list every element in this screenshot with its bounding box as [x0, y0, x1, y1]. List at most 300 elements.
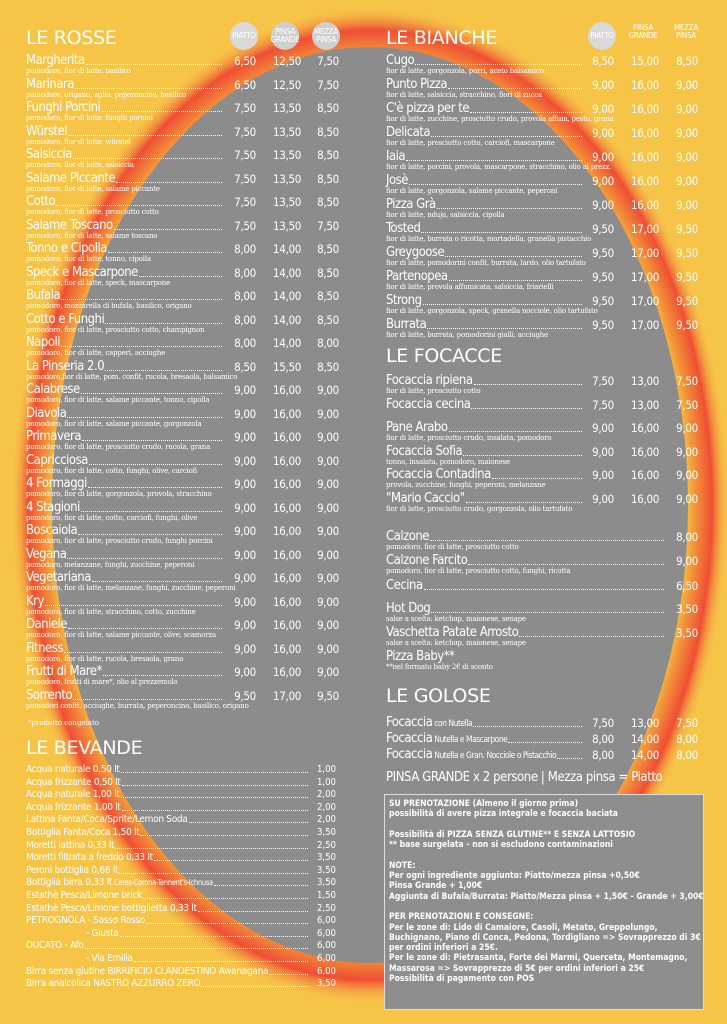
leader-dots	[427, 328, 582, 329]
price-single: 3,50	[676, 602, 698, 616]
price-grande: 16,00	[272, 500, 302, 515]
menu-item	[26, 289, 346, 313]
price-piatto: 8,00	[234, 265, 256, 280]
price-grande: 16,00	[630, 150, 660, 164]
item-name: Margherita	[26, 53, 85, 68]
rosse-section	[26, 24, 346, 724]
price-piatto: 9,00	[234, 500, 256, 515]
price-piatto: 9,00	[592, 78, 614, 92]
item-description: fior di latte, salsiccia, stracchino, fiori di zucca	[386, 91, 543, 99]
item-name: Sorrento	[26, 687, 73, 703]
price-mezza: 9,00	[317, 641, 339, 656]
item-description: pomodoro, fior di latte, stracchino, cotto, zucchine	[26, 607, 196, 616]
item-description: salse a scelta: ketchup, maionese, senape	[386, 639, 526, 647]
info-box	[384, 794, 704, 1010]
item-name: Pizza Baby**	[386, 649, 455, 664]
menu-item	[26, 172, 346, 196]
item-description: fior di latte, pomodorini confit, burrata, lardo, olio tartufato	[386, 259, 586, 267]
leader-dots	[431, 136, 582, 137]
leader-dots	[449, 431, 582, 432]
price-grande: 16,00	[272, 547, 302, 562]
price-grande: 13,50	[272, 218, 302, 233]
leader-dots	[85, 948, 308, 949]
leader-dots	[81, 393, 222, 394]
item-name: Marinara	[26, 76, 74, 92]
menu-item	[26, 689, 346, 713]
price-piatto: 9,00	[234, 383, 256, 397]
menu-item	[386, 318, 704, 342]
price-piatto: 9,00	[234, 406, 256, 421]
leader-dots	[103, 675, 222, 676]
leader-dots	[121, 772, 308, 773]
beverage-name: Acqua naturale 1,00 lt	[26, 789, 120, 801]
beverage-price: 2,50	[316, 902, 336, 914]
menu-item	[386, 102, 704, 126]
beverage-name: Birra senza glutine BIRRIFICIO CLANDESTINO Awanagana	[26, 965, 269, 977]
price-piatto: 6,50	[234, 54, 256, 68]
info-line: SU PRENOTAZIONE (Almeno il giorno prima)	[389, 799, 579, 809]
menu-item	[26, 360, 346, 384]
item-name: Greygoose	[386, 245, 445, 260]
item-description: pomodoro, fior di latte, salame piccante	[26, 184, 160, 193]
price-mezza: 8,50	[317, 124, 339, 139]
price-mezza: 9,00	[317, 383, 339, 397]
beverage-price: 1,00	[316, 776, 336, 788]
price-piatto: 9,00	[234, 594, 256, 609]
leader-dots	[122, 810, 308, 811]
price-piatto: 9,00	[592, 150, 614, 164]
leader-dots	[64, 652, 222, 653]
price-piatto: 9,00	[592, 421, 614, 435]
price-mezza: 7,50	[676, 397, 698, 412]
price-piatto: 8,00	[592, 748, 614, 762]
item-name: Calzone	[386, 529, 429, 544]
price-piatto: 9,00	[592, 468, 614, 482]
menu-item	[26, 195, 346, 219]
beverage-item	[26, 789, 336, 801]
beverage-item	[26, 915, 336, 927]
price-grande: 16,00	[272, 594, 302, 609]
rosse-title: LE ROSSE	[26, 27, 117, 49]
price-grande: 16,00	[630, 421, 660, 435]
price-piatto: 6,50	[234, 77, 256, 92]
menu-item	[26, 78, 346, 102]
leader-dots	[139, 276, 222, 277]
price-grande: 14,00	[630, 732, 660, 746]
menu-item	[386, 421, 704, 445]
menu-item	[386, 198, 704, 222]
price-piatto: 9,00	[592, 444, 614, 459]
price-piatto: 9,50	[592, 246, 614, 260]
price-piatto: 8,50	[592, 54, 614, 68]
price-grande: 16,00	[272, 477, 302, 491]
price-piatto: 7,50	[234, 124, 256, 139]
leader-dots	[445, 256, 582, 257]
price-grande: 16,00	[630, 198, 660, 212]
item-name: Napoli	[26, 335, 60, 350]
info-line: Per le zone di: Lido di Camaiore, Casoli, Metato, Greppolungo,	[389, 922, 658, 933]
beverage-item	[26, 903, 336, 915]
menu-item	[26, 548, 346, 572]
item-name: Capricciosa	[26, 452, 88, 468]
item-description: **nel formato baby 2€ di sconto	[386, 663, 493, 671]
item-name: Iaia	[386, 149, 406, 164]
item-description: pomodoro, fior di latte, cotto, carciofi, funghi, olive	[26, 513, 198, 522]
price-grande: 16,00	[630, 491, 660, 506]
item-name: Fitness	[26, 640, 63, 656]
menu-item-single	[386, 650, 704, 674]
price-grande: 13,00	[630, 397, 660, 412]
price-mezza: 9,00	[317, 500, 339, 515]
item-description: provola, zucchine, funghi, peperoni, melanzane	[386, 481, 546, 489]
menu-item	[386, 78, 704, 102]
item-description: pomodoro,fior di latte, pom. confit, rucola, bresaola, balsamico	[26, 372, 238, 381]
item-description: fior di latte, porcini, provola, mascarpone, stracchino, olio al prezz.	[386, 163, 612, 171]
beverage-item	[26, 840, 336, 852]
menu-item	[26, 477, 346, 501]
menu-item	[26, 148, 346, 172]
price-piatto: 7,50	[234, 148, 256, 162]
price-mezza: 9,00	[676, 102, 698, 116]
info-line: Possibilità di pagamento con POS	[389, 974, 535, 985]
leader-dots	[557, 758, 582, 759]
price-mezza: 9,00	[676, 78, 698, 92]
leader-dots	[67, 417, 222, 418]
price-grande: 13,50	[272, 124, 302, 139]
price-piatto: 8,00	[234, 289, 256, 303]
price-piatto: 9,00	[234, 453, 256, 468]
price-grande: 17,00	[630, 318, 660, 332]
menu-item-single	[386, 530, 704, 554]
price-piatto: 7,50	[592, 374, 614, 388]
item-name: Salame Toscano	[26, 217, 113, 233]
item-name: Focaccia Nutella e Gran. Nocciole o Pistacchio	[386, 747, 557, 762]
item-name: Daniele	[26, 617, 67, 632]
leader-dots	[82, 440, 222, 441]
item-description: fior di latte, provola affumicata, salsiccia, friarielli	[386, 283, 554, 291]
leader-dots	[519, 636, 664, 637]
info-line	[389, 902, 699, 912]
item-description: pomodoro, fior di latte, capperi, acciughe	[26, 349, 166, 357]
info-line	[389, 820, 699, 830]
leader-dots	[201, 986, 308, 987]
item-name: Cotto e Funghi	[26, 311, 105, 327]
menu-item	[386, 246, 704, 270]
item-description: tonno, insalata, pomodoro, maionese	[386, 457, 510, 466]
leader-dots	[449, 280, 582, 281]
price-grande: 14,00	[272, 242, 302, 256]
leader-dots	[437, 208, 582, 209]
menu-item	[26, 266, 346, 290]
price-piatto: 7,50	[592, 397, 614, 412]
price-grande: 14,00	[272, 312, 302, 327]
menu-item	[26, 454, 346, 478]
price-mezza: 9,00	[676, 444, 698, 459]
leader-dots	[92, 581, 222, 582]
price-grande: 14,00	[272, 289, 302, 303]
beverage-name: Bottiglia birra 0,33 lt Ceres-Corona-Tennent's-Ichnusa	[26, 877, 213, 889]
price-grande: 16,00	[630, 102, 660, 116]
price-mezza: 9,00	[676, 468, 698, 482]
leader-dots	[473, 726, 582, 727]
item-extra: con Nutella	[432, 719, 473, 729]
info-line: PER PRENOTAZIONI E CONSEGNE:	[389, 912, 534, 923]
badge-piatto: PIATTO	[230, 22, 258, 50]
item-name: Cugo	[386, 53, 415, 68]
price-piatto: 9,00	[234, 430, 256, 444]
price-grande: 16,00	[272, 524, 302, 538]
leader-dots	[409, 184, 582, 185]
item-name: Würstel	[26, 123, 67, 139]
item-name: Cotto	[26, 194, 56, 209]
price-mezza: 9,00	[317, 571, 339, 585]
beverage-item	[26, 777, 336, 789]
leader-dots	[73, 158, 222, 159]
price-grande: 13,50	[272, 171, 302, 186]
price-grande: 12,50	[272, 77, 302, 92]
price-mezza: 7,50	[676, 374, 698, 388]
menu-item	[386, 54, 704, 78]
leader-dots	[198, 911, 308, 912]
price-mezza: 9,50	[676, 246, 698, 260]
menu-item	[386, 398, 704, 422]
price-piatto: 9,50	[592, 222, 614, 236]
leader-dots	[140, 835, 308, 836]
menu-item	[26, 54, 346, 78]
price-mezza: 9,00	[317, 618, 339, 632]
beverage-name: Acqua naturale 0,50 lt	[26, 764, 120, 775]
leader-dots	[101, 111, 222, 112]
price-piatto: 9,00	[234, 547, 256, 562]
price-grande: 16,00	[630, 174, 660, 188]
item-description: pomodoro, fior di latte, prosciutto cotto, funghi, ricotta	[386, 567, 571, 575]
beverage-item	[26, 852, 336, 864]
price-mezza: 9,00	[676, 174, 698, 188]
item-description: pomodoro, fior di latte, salsiccia	[26, 161, 134, 169]
leader-dots	[105, 370, 222, 371]
menu-item	[26, 383, 346, 407]
price-grande: 17,00	[630, 222, 660, 236]
price-mezza: 7,50	[676, 716, 698, 730]
item-name: Tonno e Cipolla	[26, 241, 107, 256]
price-mezza: 8,00	[676, 732, 698, 746]
info-line: Aggiunta di Bufala/Burrata: Piatto/Mezza pinsa + 1,50€ - Grande + 3,00€	[389, 891, 704, 902]
bevande-section	[26, 738, 336, 1010]
beverage-name: Moretti lattina 0,33 lt	[26, 839, 115, 851]
price-grande: 13,00	[630, 716, 660, 730]
price-grande: 16,00	[272, 618, 302, 632]
price-mezza: 8,50	[317, 359, 339, 374]
price-single: 6,50	[676, 579, 698, 593]
item-description: fior di latte, burrata, pomodorini gialli, acciughe	[386, 331, 549, 339]
price-mezza: 9,00	[317, 524, 339, 538]
item-description: pomodoro, fior di latte, salame toscano	[26, 231, 158, 240]
menu-item	[26, 313, 346, 337]
menu-item	[386, 294, 704, 318]
item-name: Burrata	[386, 317, 427, 332]
menu-item	[26, 524, 346, 548]
price-piatto: 9,00	[592, 198, 614, 212]
item-name: Focaccia ripiena	[386, 373, 473, 388]
price-mezza: 8,50	[317, 148, 339, 162]
info-line	[389, 850, 699, 860]
price-piatto: 9,00	[592, 126, 614, 140]
menu-item	[26, 595, 346, 619]
item-description: pomodoro, mozzarella di bufala, basilico, origano	[26, 302, 192, 310]
leader-dots	[73, 699, 222, 700]
beverage-name: DUCATO - Afo	[26, 940, 84, 952]
menu-item	[386, 445, 704, 469]
leader-dots	[468, 564, 664, 565]
info-line: ** base surgelata - non si escludono contaminazioni	[389, 840, 613, 851]
beverage-price: 6,00	[316, 940, 336, 952]
beverage-price: 6,00	[316, 965, 336, 977]
item-name: C'è pizza per te	[386, 101, 470, 116]
leader-dots	[88, 487, 222, 488]
item-description: pomodoro, fior di latte, würstel	[26, 137, 131, 146]
menu-item	[386, 492, 704, 516]
leader-dots	[189, 822, 308, 823]
leader-dots	[61, 299, 222, 300]
price-mezza: 9,00	[317, 547, 339, 562]
menu-item	[26, 665, 346, 689]
price-piatto: 7,50	[234, 171, 256, 186]
info-line: Possibilità di PIZZA SENZA GLUTINE** E SENZA LATTOSIO	[389, 829, 636, 840]
item-name: Vegetariana	[26, 570, 91, 585]
price-piatto: 9,00	[234, 477, 256, 491]
menu-item	[386, 174, 704, 198]
price-grande: 13,50	[272, 101, 302, 115]
price-grande: 17,00	[630, 270, 660, 284]
beverage-name: Moretti filtrata a freddo 0,33 lt	[26, 852, 153, 864]
price-grande: 13,50	[272, 195, 302, 209]
item-name: Cecina	[386, 578, 423, 593]
beverage-item	[26, 764, 336, 776]
beverage-item	[26, 814, 336, 826]
price-piatto: 7,50	[592, 716, 614, 730]
price-mezza: 9,50	[676, 294, 698, 308]
item-name: Diavola	[26, 405, 67, 421]
price-grande: 15,50	[272, 359, 302, 374]
item-name: Boscaiola	[26, 523, 78, 538]
bianche-section	[386, 24, 704, 344]
leader-dots	[424, 589, 664, 590]
item-description: pomodori confit, acciughe, burrata, peperoncino, basilico, origano	[26, 701, 249, 710]
price-piatto: 7,50	[234, 195, 256, 209]
item-name: Calabrese	[26, 382, 80, 397]
leader-dots	[86, 64, 222, 65]
price-grande: 13,50	[272, 148, 302, 162]
item-description: pomodoro, fior di latte, funghi porcini	[26, 114, 153, 122]
price-mezza: 9,00	[676, 491, 698, 506]
beverage-extra: Ceres-Corona-Tennent's-Ichnusa	[112, 878, 213, 888]
price-mezza: 8,50	[317, 265, 339, 280]
price-single: 3,50	[676, 626, 698, 640]
price-mezza: 9,00	[317, 665, 339, 679]
beverage-item	[26, 978, 336, 990]
menu-item	[26, 219, 346, 243]
item-extra: Nutella e Gran. Nocciole o Pistacchio	[432, 751, 557, 761]
item-description: fior di latte, burrata o ricotta, mortadella, granella pistacchio	[386, 235, 592, 243]
beverage-price: 3,50	[316, 827, 336, 838]
price-single: 8,00	[676, 530, 698, 544]
price-mezza: 8,00	[676, 748, 698, 762]
beverage-item	[26, 890, 336, 902]
item-name: Josè	[386, 173, 408, 188]
price-grande: 16,00	[630, 126, 660, 140]
item-name: Pane Arabo	[386, 420, 448, 435]
info-line: Massarosa => Sovrapprezzo di 5€ per ordini inferiori a 25€	[389, 963, 645, 974]
menu-item	[386, 150, 704, 174]
leader-dots	[474, 384, 582, 385]
item-name: La Pinseria 2.0	[26, 358, 105, 374]
price-mezza: 7,50	[317, 218, 339, 233]
leader-dots	[463, 455, 582, 456]
item-name: 4 Formaggi	[26, 476, 87, 491]
leader-dots	[146, 923, 308, 924]
price-grande: 17,00	[272, 688, 302, 703]
leader-dots	[492, 478, 582, 479]
price-grande: 15,00	[630, 54, 660, 68]
item-description: fior di latte, gorgonzola, speck, granella nocciole, olio tartufato	[386, 307, 598, 315]
item-description: fior di latte, prosciutto cotto, carciofi, mascarpone	[386, 139, 555, 147]
info-line: NOTE:	[389, 860, 416, 871]
beverage-item	[26, 966, 336, 978]
item-name: 4 Stagioni	[26, 499, 80, 515]
beverage-item	[26, 940, 336, 952]
price-mezza: 9,00	[676, 421, 698, 435]
price-mezza: 8,50	[317, 289, 339, 303]
leader-dots	[81, 511, 222, 512]
menu-item	[386, 270, 704, 294]
item-name: Punto Pizza	[386, 77, 448, 92]
price-mezza: 9,50	[676, 222, 698, 236]
price-mezza: 9,00	[676, 198, 698, 212]
price-mezza: 8,50	[676, 54, 698, 68]
beverage-price: 2,00	[316, 814, 336, 826]
menu-item	[386, 748, 704, 772]
price-mezza: 8,50	[317, 101, 339, 115]
menu-item-single	[386, 554, 704, 578]
item-description: pomodoro, fior di latte, salame piccante, tonno, cipolla	[26, 396, 210, 404]
menu-item	[26, 571, 346, 595]
leader-dots	[143, 898, 308, 899]
item-extra: Nutella e Mascarpone	[432, 735, 508, 745]
beverage-name: - Giusta	[86, 927, 119, 939]
price-piatto: 9,50	[234, 688, 256, 703]
price-piatto: 9,00	[592, 491, 614, 506]
item-description: pomodoro, fior di latte, melanzane, funghi, zucchine, peperoni	[26, 584, 236, 592]
beverage-price: 3,50	[316, 852, 336, 864]
price-piatto: 8,00	[234, 312, 256, 327]
item-name: Frutti di Mare*	[26, 664, 102, 679]
price-mezza: 9,00	[676, 126, 698, 140]
leader-dots	[89, 464, 222, 465]
price-grande: 14,00	[630, 748, 660, 762]
beverage-name: PETROGNOLA - Sasso Rosso	[26, 915, 146, 927]
item-description: pomodoro, fior di latte, prosciutto cotto	[386, 543, 519, 551]
beverage-price: 6,00	[316, 927, 336, 939]
beverage-item	[26, 877, 336, 889]
item-description: fior di latte, prosciutto cotto	[386, 387, 481, 395]
price-piatto: 9,00	[234, 665, 256, 679]
price-mezza: 9,50	[317, 688, 339, 703]
beverage-item	[26, 865, 336, 877]
item-description: pomodoro, fior di latte, gorgonzola, provola, stracchino	[26, 490, 212, 498]
item-name: Partenopea	[386, 269, 448, 284]
badge-mezza-pinsa-2: MEZZA PINSA	[673, 23, 699, 40]
item-name: Focaccia Contadina	[386, 467, 491, 482]
